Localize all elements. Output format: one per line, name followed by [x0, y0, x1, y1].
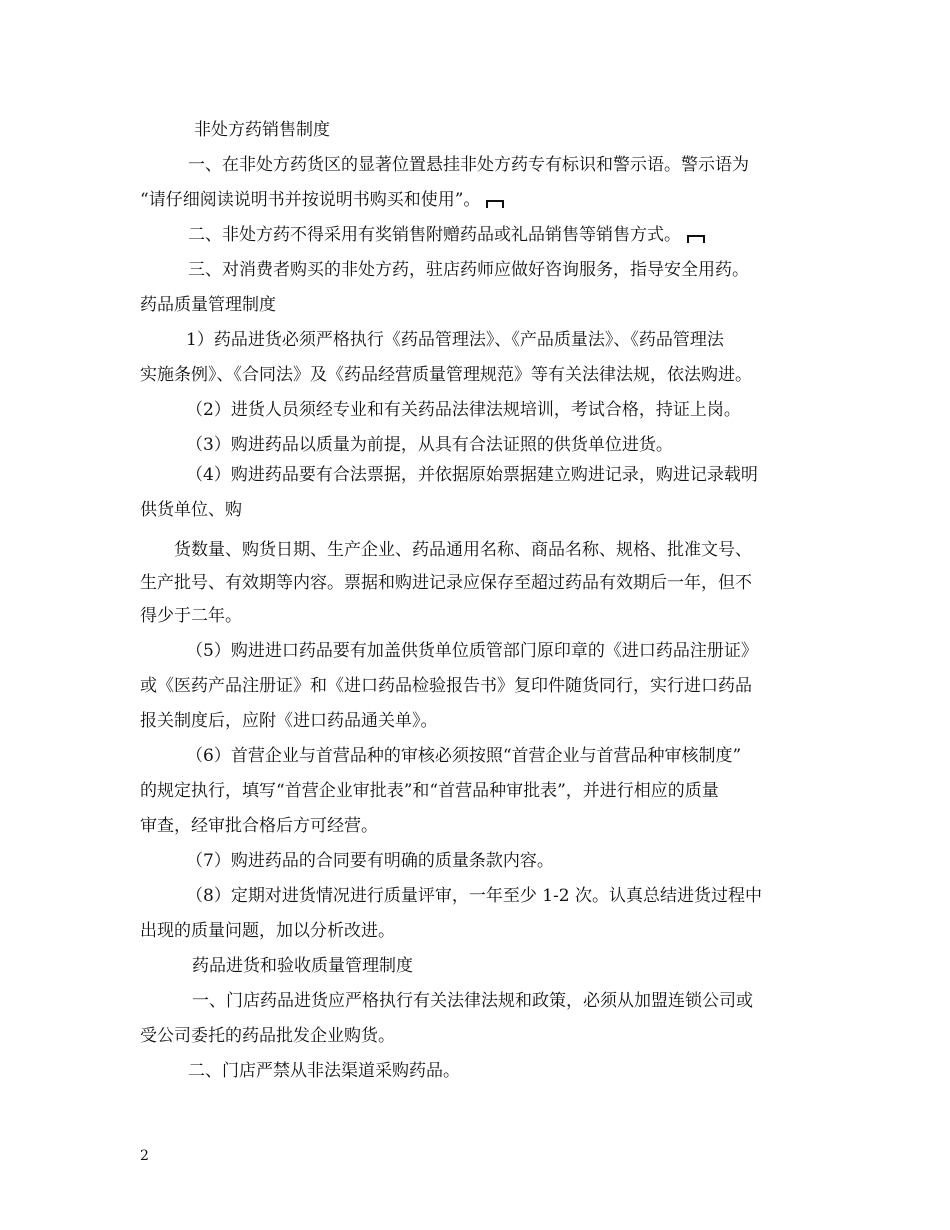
paragraph-line: 一、门店药品进货应严格执行有关法律法规和政策，必须从加盟连锁公司或 [192, 991, 753, 1011]
paragraph-mark-icon [687, 235, 705, 243]
paragraph-line: （2）进货人员须经专业和有关药品法律法规培训，考试合格，持证上岗。 [186, 400, 741, 420]
paragraph-line: 三、对消费者购买的非处方药，驻店药师应做好咨询服务，指导安全用药。 [188, 260, 749, 280]
section-title-otc-sales: 非处方药销售制度 [194, 120, 330, 140]
paragraph-line: 一、在非处方药货区的显著位置悬挂非处方药专有标识和警示语。警示语为 [188, 155, 749, 175]
section-title-quality-management: 药品质量管理制度 [140, 295, 276, 315]
paragraph-mark-icon [486, 200, 504, 208]
page-number: 2 [140, 1148, 149, 1164]
paragraph-line: 报关制度后，应附《进口药品通关单》。 [140, 711, 438, 731]
paragraph-line: 1）药品进货必须严格执行《药品管理法》、《产品质量法》、《药品管理法 [186, 330, 724, 350]
paragraph-line: 或《医药产品注册证》和《进口药品检验报告书》复印件随货同行，实行进口药品 [140, 676, 752, 696]
paragraph-line: 的规定执行，填写“首营企业审批表”和“首营品种审批表”，并进行相应的质量 [140, 781, 719, 801]
paragraph-line: （7）购进药品的合同要有明确的质量条款内容。 [186, 851, 554, 871]
section-title-purchase-acceptance: 药品进货和验收质量管理制度 [192, 956, 413, 976]
paragraph-line: 二、门店严禁从非法渠道采购药品。 [188, 1061, 460, 1081]
paragraph-text: 二、非处方药不得采用有奖销售附赠药品或礼品销售等销售方式。 [188, 225, 681, 245]
paragraph-line: 审查，经审批合格后方可经营。 [140, 816, 378, 836]
paragraph-text: “请仔细阅读说明书并按说明书购买和使用”。 [140, 190, 481, 210]
paragraph-line: 供货单位、购 [140, 500, 242, 520]
paragraph-line: （8）定期对进货情况进行质量评审，一年至少 1-2 次。认真总结进货过程中 [186, 886, 762, 906]
paragraph-line: 货数量、购货日期、生产企业、药品通用名称、商品名称、规格、批准文号、 [174, 540, 752, 560]
paragraph-line: （6）首营企业与首营品种的审核必须按照“首营企业与首营品种审核制度” [186, 746, 742, 766]
paragraph-line: 受公司委托的药品批发企业购货。 [140, 1026, 395, 1046]
paragraph-line: 实施条例》、《合同法》及《药品经营质量管理规范》等有关法律法规，依法购进。 [140, 365, 752, 385]
paragraph-line: 生产批号、有效期等内容。票据和购进记录应保存至超过药品有效期后一年，但不 [140, 573, 752, 593]
paragraph-line: （3）购进药品以质量为前提，从具有合法证照的供货单位进货。 [186, 435, 673, 455]
paragraph-line: 出现的质量问题，加以分析改进。 [140, 921, 395, 941]
paragraph-line: （5）购进进口药品要有加盖供货单位质管部门原印章的《进口药品注册证》 [186, 641, 758, 661]
paragraph-line [188, 225, 705, 245]
paragraph-line: （4）购进药品要有合法票据，并依据原始票据建立购进记录，购进记录载明 [186, 465, 758, 485]
paragraph-line [140, 190, 504, 210]
paragraph-line: 得少于二年。 [140, 606, 242, 626]
